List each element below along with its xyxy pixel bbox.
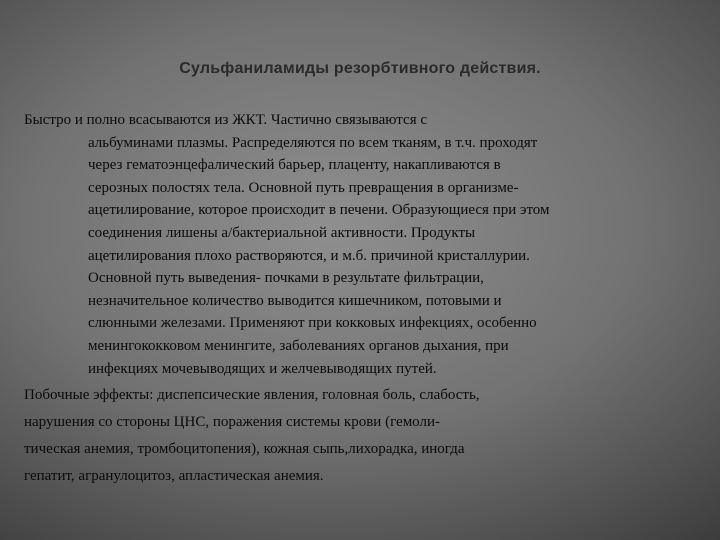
pharmacokinetics-paragraph [24,109,700,380]
text-line: менингококковом менингите, заболеваниях органов дыхания, при [88,337,509,354]
side-effects-paragraph [24,382,700,489]
text-line: ацетилирования плохо растворяются, и м.б. причиной кристаллурии. [88,247,530,264]
text-line: гепатит, агранулоцитоз, апластическая анемия. [24,467,324,484]
text-line: Быстро и полно всасываются из ЖКТ. Частично связываются с [24,112,428,128]
text-line: соединения лишены а/бактериальной активности. Продукты [88,224,476,241]
text-line: инфекциях мочевыводящих и желчевыводящих путей. [88,360,437,377]
text-line: нарушения со стороны ЦНС, поражения системы крови (гемоли- [24,413,440,430]
text-line: Побочные эффекты: диспепсические явления, головная боль, слабость, [24,387,480,404]
text-line: ацетилирование, которое происходит в печени. Образующиеся при этом [88,202,550,219]
text-line: серозных полостях тела. Основной путь превращения в организме- [88,179,519,196]
text-line: слюнными железами. Применяют при кокковых инфекциях, особенно [88,315,537,332]
text-line: альбуминами плазмы. Распределяются по всем тканям, в т.ч. проходят [88,134,538,151]
text-line: через гематоэнцефалический барьер, плаценту, накапливаются в [88,157,501,174]
text-line: Основной путь выведения- почками в результате фильтрации, [88,270,484,287]
slide-body [24,109,700,489]
slide-title: Сульфаниламиды резорбтивного действия. [179,60,541,77]
text-line: тическая анемия, тромбоцитопения), кожная сыпь,лихорадка, иногда [24,440,465,457]
text-line: незначительное количество выводится кишечником, потовыми и [88,292,502,309]
